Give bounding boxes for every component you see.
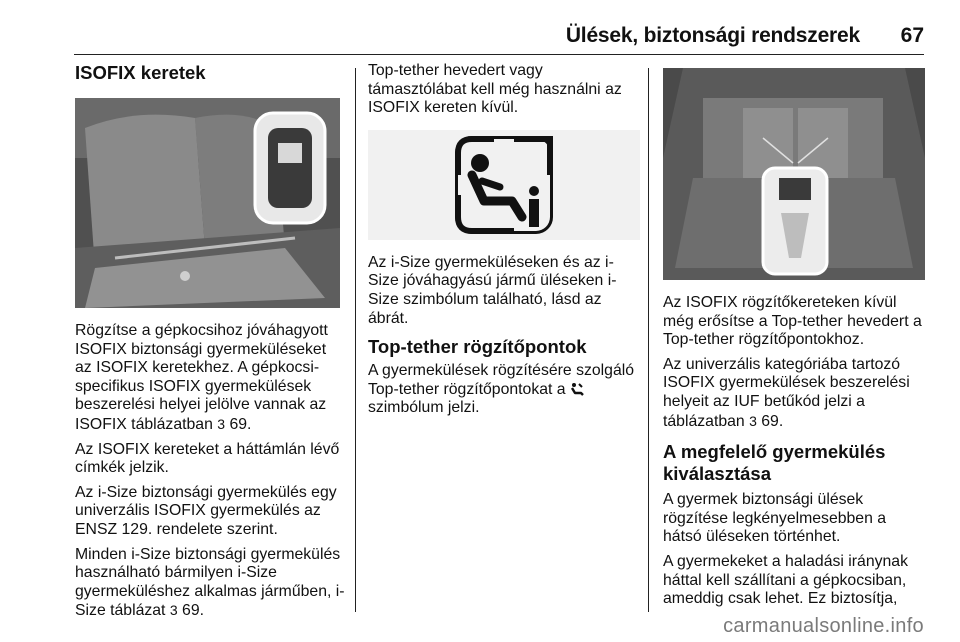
- selection-paragraph-1: Az ISOFIX rögzítőkereteken kívül még erősítse a Top-tether hevedert a Top-tether rögzítőpontokhoz.: [663, 294, 922, 349]
- reference-arrow-icon: 3: [749, 412, 757, 429]
- page-header: [0, 0, 960, 56]
- trunk-photo: [663, 68, 925, 280]
- selection-paragraph-2: Az univerzális kategóriába tartozó ISOFIX gyermekülések beszerelési helyeit az IUF betűkód jelzi a táblázatban: [663, 355, 910, 430]
- tether-paragraph-3-end: szimbólum jelzi.: [368, 399, 480, 417]
- isofix-paragraph-3: Az i-Size biztonsági gyermekülés egy univerzális ISOFIX gyermekülés az ENSZ 129. rendelete szerint.: [75, 483, 337, 538]
- watermark: carmanualsonline.info: [723, 615, 924, 637]
- reference-page[interactable]: 69.: [229, 415, 252, 433]
- heading-child-seat-selection: A megfelelő gyermekülés kiválasztása: [663, 441, 886, 485]
- isofix-paragraph-2: Az ISOFIX kereteket a háttámlán lévő címkék jelzik.: [75, 440, 340, 477]
- column-1: [75, 62, 347, 627]
- header-rule: [74, 54, 924, 55]
- column-divider-2: [648, 68, 649, 612]
- column-divider-1: [355, 68, 356, 612]
- column-3: [663, 62, 928, 615]
- reference-arrow-icon: 3: [217, 415, 226, 432]
- column-2: [368, 62, 640, 424]
- section-title: Ülések, biztonsági rendszerek: [565, 24, 860, 47]
- reference-page[interactable]: 69.: [182, 602, 204, 620]
- i-size-symbol-panel: [368, 130, 640, 240]
- tether-paragraph-3: A gyermekülések rögzítésére szolgáló Top-tether rögzítőpontokat a: [368, 362, 635, 398]
- tether-paragraph-1: Top-tether hevedert vagy támasztólábat kell még használni az ISOFIX kereten kívül.: [368, 62, 622, 117]
- reference-page[interactable]: 69.: [761, 412, 784, 430]
- isofix-seat-photo: [75, 98, 340, 308]
- reference-arrow-icon: 3: [169, 602, 178, 619]
- isofix-paragraph-1: Rögzítse a gépkocsihoz jóváhagyott ISOFIX biztonsági gyermeküléseket az ISOFIX keretekhez. A gépkocsi-specifikus ISOFIX gyermekülések beszerelési helyei jelölve vannak az ISOFIX táblázatban: [75, 322, 328, 433]
- top-tether-icon: [570, 382, 584, 396]
- tether-paragraph-2: Az i-Size gyermeküléseken és az i-Size jóváhagyású jármű üléseken i-Size szimbólum található, lásd az ábrát.: [368, 253, 617, 327]
- i-size-symbol-icon: [454, 135, 554, 235]
- selection-paragraph-3: A gyermek biztonsági ülések rögzítése legkényelmesebben a hátsó üléseken történhet.: [663, 491, 887, 546]
- isofix-paragraph-4: Minden i-Size biztonsági gyermekülés használható bármilyen i-Size gyermeküléshez alkalmas járműben, i-Size táblázat: [75, 545, 345, 620]
- selection-paragraph-4: A gyermekeket a haladási iránynak háttal kell szállítani a gépkocsiban, ameddig csak lehet. Ez biztosítja,: [663, 552, 908, 608]
- heading-isofix: ISOFIX keretek: [75, 62, 206, 83]
- page-number: 67: [900, 24, 924, 47]
- heading-top-tether: Top-tether rögzítőpontok: [368, 336, 587, 358]
